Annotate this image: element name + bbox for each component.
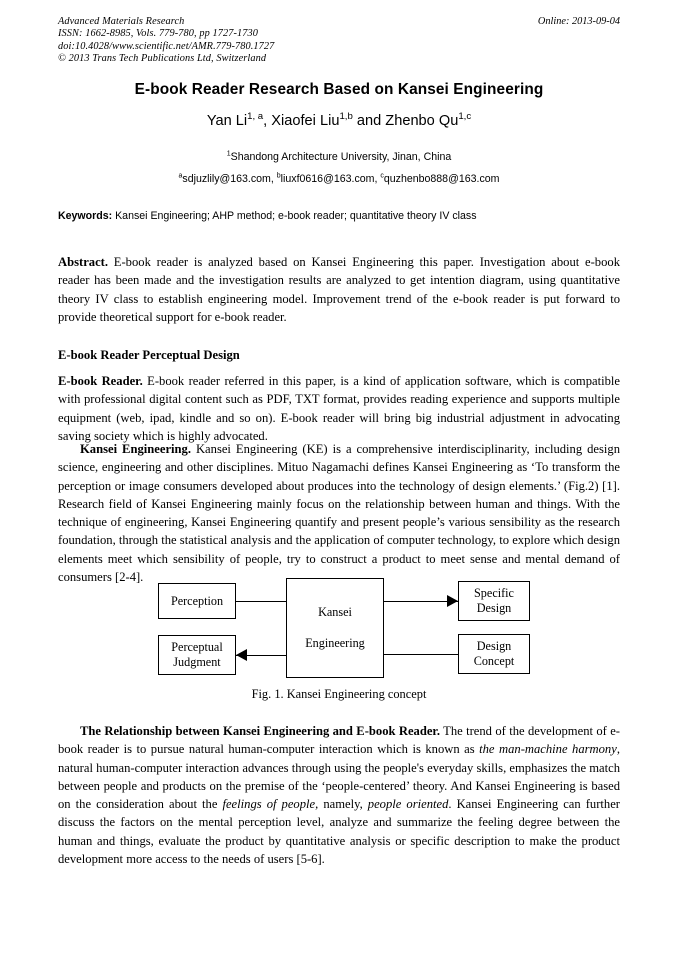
author-3-affiliation-marker: 1,c (458, 111, 472, 123)
connector-perception-to-center (236, 601, 286, 602)
paragraph-relationship-text-1: The trend of the development of e-book reader is to pursue natural human-computer interaction which is known as (58, 724, 620, 757)
paragraph-kansei-engineering (58, 440, 620, 586)
figure-box-design-concept-line1: Design (476, 639, 512, 653)
paragraph-relationship-text-2: , natural human-computer interaction advances through using the people's everyday skills, emphasizes the match between people and products on the premise of the ‘people-centered’ theory. And Kansei Engineering is based on the consideration about the (58, 742, 620, 812)
paragraph-relationship-italic-3: people oriented (367, 797, 449, 812)
email-list (58, 172, 620, 186)
paragraph-relationship (58, 722, 620, 868)
section-heading: E-book Reader Perceptual Design (58, 348, 240, 362)
figure-box-perceptual-judgment-line2: Judgment (173, 655, 221, 669)
affiliation-text: Shandong Architecture University, Jinan, China (230, 151, 452, 163)
online-date: Online: 2013-09-04 (537, 16, 620, 27)
author-list (58, 112, 620, 131)
author-1-name: Yan Li (206, 113, 248, 129)
arrowhead-right-icon (447, 595, 458, 607)
author-2-affiliation-marker: 1,b (339, 111, 353, 123)
abstract-paragraph (58, 253, 620, 326)
affiliation-marker: 1 (226, 150, 231, 158)
abstract-label: Abstract. (58, 255, 109, 269)
journal-doi: doi:10.4028/www.scientific.net/AMR.779-780.1727 (58, 40, 275, 52)
journal-name: Advanced Materials Research (58, 16, 185, 27)
figure-box-specific-design-line1: Specific (474, 586, 514, 600)
paragraph-relationship-text-4: . Kansei Engineering can further discuss the factors on the mental perception level, analyze and summarize the feeling degree between the human and things, evaluate the product by quantitative analysis or specific description to make the product development more access to the needs of users [5-6]. (58, 797, 620, 867)
keywords-value: Kansei Engineering; AHP method; e-book reader; quantitative theory IV class (112, 210, 477, 222)
figure-box-design-concept (458, 634, 530, 674)
email-1-marker: a (178, 172, 183, 180)
figure-box-perceptual-judgment (158, 635, 236, 675)
figure-box-specific-design (458, 581, 530, 621)
figure-1-caption: Fig. 1. Kansei Engineering concept (251, 687, 427, 701)
paragraph-ebook-reader-text: E-book reader referred in this paper, is a kind of application software, which is compatible with professional digital content such as PDF, TXT format, provides reading experience and supports multiple equipment (web, ipad, kindle and so on). E-book reader will bring big industrial adjustment in advocating saving society which is highly advocated. (58, 374, 620, 443)
author-separator-2: and (352, 113, 386, 129)
figure-box-kansei-engineering-line1: Kansei (318, 605, 352, 619)
figure-box-design-concept-line2: Concept (473, 654, 515, 668)
email-2: liuxf0616@163.com, (280, 173, 381, 185)
paragraph-kansei-label: Kansei Engineering. (80, 442, 191, 456)
email-1: sdjuzlily@163.com, (182, 173, 277, 185)
figure-1-diagram (58, 578, 620, 682)
paragraph-relationship-label: The Relationship between Kansei Engineering and E-book Reader. (80, 724, 441, 738)
figure-box-perception-label: Perception (170, 593, 224, 608)
figure-box-perceptual-judgment-line1: Perceptual (171, 640, 223, 654)
email-2-marker: b (276, 172, 281, 180)
paragraph-relationship-text-3: namely, (318, 797, 368, 812)
figure-box-specific-design-line2: Design (476, 601, 512, 615)
email-3-marker: c (380, 172, 384, 180)
figure-1 (58, 578, 620, 710)
author-3-name: Zhenbo Qu (385, 113, 459, 129)
author-1-affiliation-marker: 1, a (247, 111, 264, 123)
paragraph-ebook-reader-label: E-book Reader. (58, 374, 143, 388)
keywords-line (58, 209, 620, 223)
arrowhead-left-icon (236, 649, 247, 661)
journal-issn: ISSN: 1662-8985, Vols. 779-780, pp 1727-1730 (58, 28, 259, 40)
paragraph-ebook-reader (58, 372, 620, 445)
figure-box-kansei-engineering-line2: Engineering (305, 636, 365, 650)
paragraph-relationship-italic-2: feelings of people, (222, 797, 319, 812)
author-2-name: Xiaofei Liu (271, 113, 340, 129)
abstract-text: E-book reader is analyzed based on Kansei Engineering this paper. Investigation about e-book reader has been made and the investigation results are analyzed to get intention diagram, using quantitative theory IV class to establish engineering model. Improvement trend of the e-book reader is put forward to provide theoretical support for e-book reader. (58, 255, 620, 324)
journal-header-left (58, 16, 620, 65)
email-3: quzhenbo888@163.com (383, 173, 500, 185)
journal-header (58, 16, 620, 68)
page-title: E-book Reader Research Based on Kansei Engineering (134, 81, 544, 98)
connector-design-concept-to-center (384, 654, 458, 655)
figure-box-perception (158, 583, 236, 619)
journal-copyright: © 2013 Trans Tech Publications Ltd, Switzerland (58, 52, 267, 64)
author-separator-1: , (263, 113, 272, 129)
affiliation (58, 150, 620, 164)
keywords-label: Keywords: (58, 210, 113, 222)
paragraph-kansei-text: Kansei Engineering (KE) is a comprehensive interdisciplinarity, including design science, engineering and other disciplines. Mituo Nagamachi defines Kansei Engineering as ‘To transform the perception or image consumers developed about produces into the technology of design elements.’ (Fig.2) [1]. Research field of Kansei Engineering mainly focus on the relationship between human and things. With the technique of engineering, Kansei Engineering quantify and present people’s various sensibility as the research foundation, through the statistical analysis and the application of computer technology, to explore which design elements meet which sensibility of people, try to construct a product to meet sense and mental demand of consumers [2-4]. (58, 442, 620, 585)
paragraph-relationship-italic-1: the man-machine harmony (479, 742, 617, 757)
figure-box-kansei-engineering (286, 578, 384, 678)
